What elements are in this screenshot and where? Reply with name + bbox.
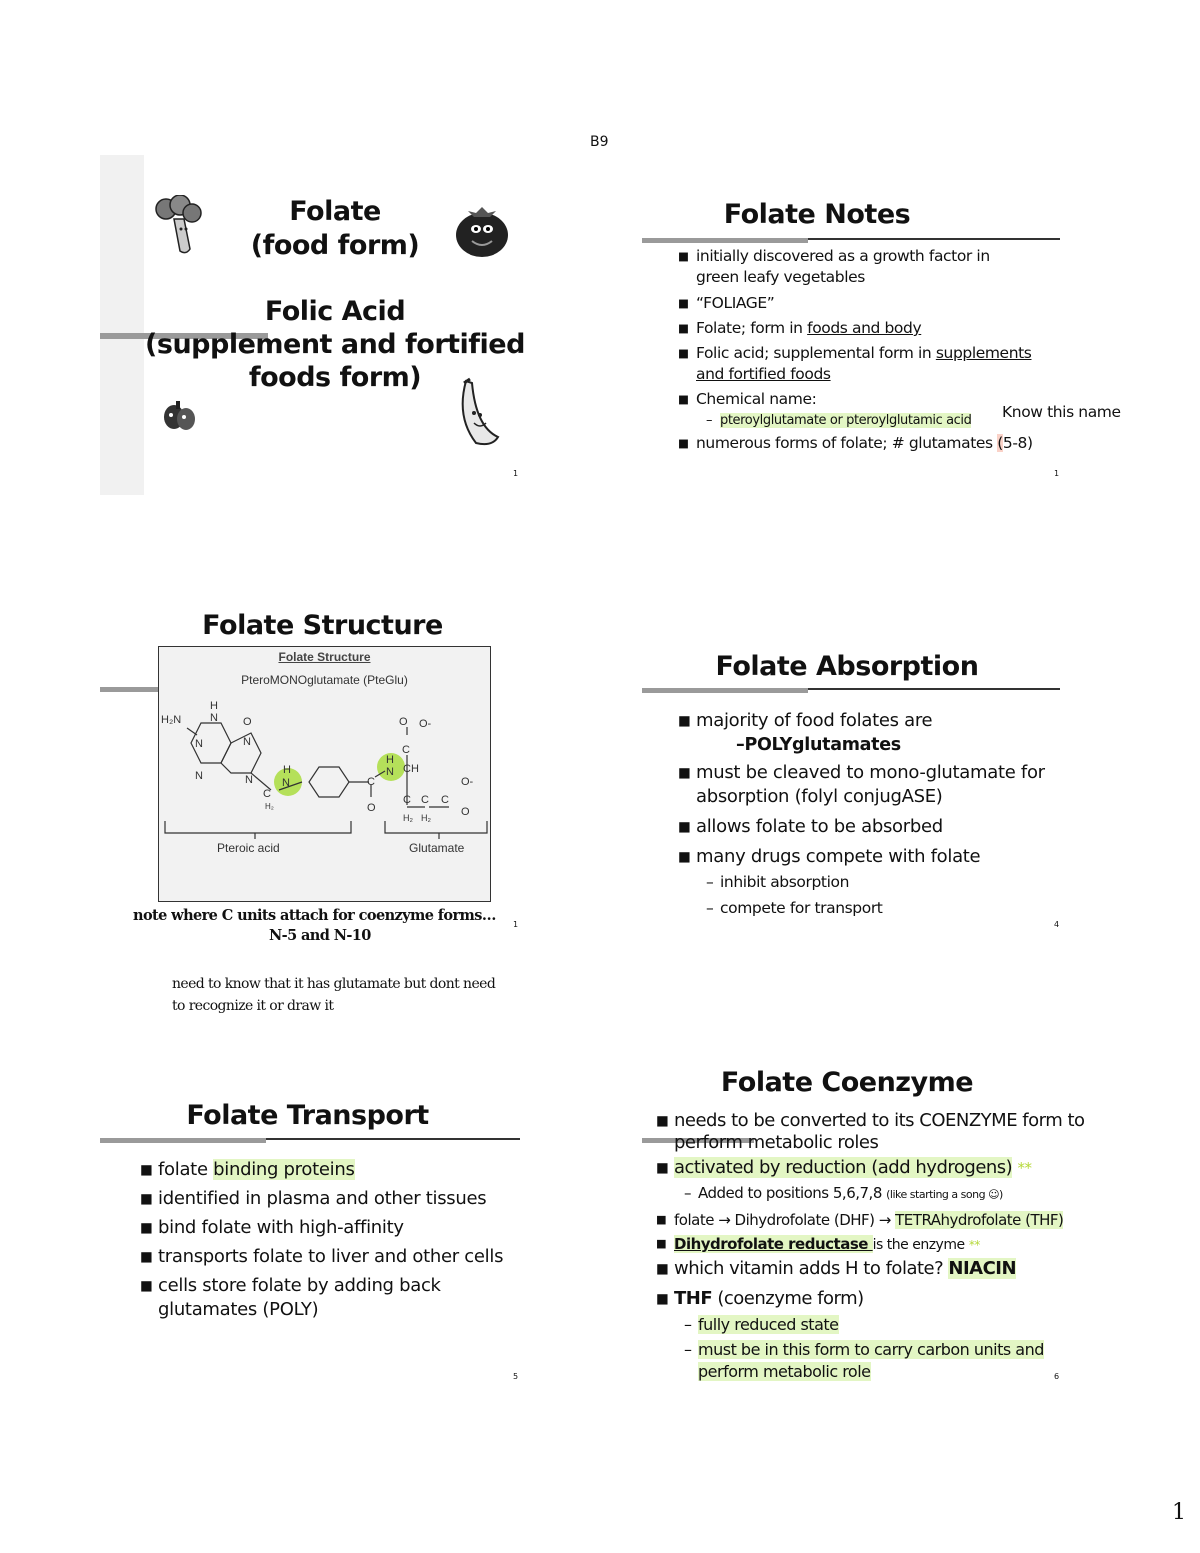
item-text: Folate; form in xyxy=(696,319,808,337)
item-text: numerous forms of folate; # glutamates xyxy=(696,434,998,452)
item-text: ■ many drugs compete with folate xyxy=(696,846,981,867)
absorption-list xyxy=(678,709,1098,921)
sub-list xyxy=(674,1180,1096,1208)
slide-title: Folate Absorption xyxy=(715,651,979,682)
svg-text:H₂: H₂ xyxy=(265,802,274,811)
slide-folate-absorption xyxy=(642,606,1082,946)
list-item xyxy=(656,1208,1096,1232)
list-item xyxy=(140,1274,540,1322)
small-text: (like starting a song ☺) xyxy=(886,1188,1003,1201)
svg-text:H₂: H₂ xyxy=(403,813,413,823)
slide-number: 1 xyxy=(513,469,519,478)
folate-molecule-diagram xyxy=(159,695,490,855)
list-item xyxy=(140,1158,540,1182)
slide-number: 5 xyxy=(513,1372,519,1381)
item-text: which vitamin adds H to folate? xyxy=(674,1258,949,1279)
list-item: ■ “FOLIAGE” xyxy=(678,293,1118,314)
slide-title: Folate Structure xyxy=(202,610,443,641)
sub-item xyxy=(684,1339,1096,1383)
label-glutamate: Glutamate xyxy=(409,841,465,855)
svg-text:O: O xyxy=(461,806,470,818)
handwritten-note xyxy=(172,973,532,1017)
svg-text:N: N xyxy=(195,770,203,782)
svg-text:O-: O- xyxy=(461,776,474,788)
svg-text:N: N xyxy=(195,738,203,750)
transport-list xyxy=(140,1158,540,1322)
list-item xyxy=(678,246,1118,288)
item-text: (coenzyme form) xyxy=(712,1288,864,1309)
svg-text:H₂N: H₂N xyxy=(161,714,182,726)
item-text: ■ majority of food folates are xyxy=(696,710,933,731)
list-item xyxy=(656,1287,1096,1383)
svg-text:C: C xyxy=(441,794,449,806)
page-header: B9 xyxy=(590,134,609,150)
item-text: folate xyxy=(158,1159,214,1180)
list-item xyxy=(678,343,1118,385)
highlighted-text: pteroylglutamate or pteroylglutamic acid xyxy=(720,413,972,428)
slide-folate-transport xyxy=(100,1058,540,1398)
sub-list xyxy=(674,1314,1096,1383)
svg-text:N: N xyxy=(243,736,251,748)
highlighted-text: ( xyxy=(997,434,1003,452)
list-item xyxy=(678,761,1098,809)
item-text: ■ Chemical name: xyxy=(696,390,817,408)
dash: – xyxy=(736,735,745,755)
list-item xyxy=(656,1156,1096,1208)
svg-text:O: O xyxy=(399,716,408,728)
item-text: ■ cells store folate by adding back xyxy=(158,1275,441,1296)
slide-number: 4 xyxy=(1054,920,1060,929)
item-text: green leafy vegetables xyxy=(696,268,865,286)
peppers-icon xyxy=(162,397,198,433)
figure-title: Folate Structure xyxy=(278,650,371,664)
highlighted-text: perform metabolic role xyxy=(698,1362,871,1381)
note-line: N-5 and N-10 xyxy=(269,927,371,944)
item-text: perform metabolic roles xyxy=(674,1132,879,1153)
slide-accent-rule xyxy=(100,1138,266,1143)
sub-item xyxy=(684,1314,1096,1336)
slide-folate-intro xyxy=(100,155,525,495)
svg-text:H₂: H₂ xyxy=(421,813,431,823)
slide-title: Folate Notes xyxy=(723,199,911,230)
note-line: to recognize it or draw it xyxy=(172,998,334,1014)
svg-text:O: O xyxy=(367,802,376,814)
list-item xyxy=(678,845,1098,921)
sub-item: – compete for transport xyxy=(706,895,1098,921)
item-text: Folic acid; supplemental form in xyxy=(696,344,936,362)
list-item xyxy=(656,1110,1096,1154)
slide-number: 1 xyxy=(513,920,519,929)
svg-text:C: C xyxy=(421,794,429,806)
svg-text:H: H xyxy=(210,700,218,712)
slide-number: 6 xyxy=(1054,1372,1060,1381)
item-text: ■ must be cleaved to mono-glutamate for xyxy=(696,762,1045,783)
sub-item xyxy=(684,1180,1096,1208)
list-item xyxy=(656,1257,1096,1281)
svg-text:N: N xyxy=(282,777,290,789)
slide-title: Folate Transport xyxy=(186,1100,429,1131)
note-line: need to know that it has glutamate but dont need xyxy=(172,976,496,992)
svg-text:C: C xyxy=(367,776,375,788)
coenzyme-list xyxy=(656,1110,1096,1383)
list-item xyxy=(678,433,1118,454)
item-text: glutamates (POLY) xyxy=(158,1299,319,1320)
sub-item: – inhibit absorption xyxy=(706,869,1098,895)
item-text: THF xyxy=(674,1288,713,1309)
underlined-text: foods and body xyxy=(807,319,922,337)
slide-folate-structure xyxy=(100,606,540,1026)
item-text: ■ needs to be converted to its COENZYME form to xyxy=(674,1110,1085,1131)
svg-text:H: H xyxy=(283,764,291,776)
figure-subtitle: PteroMONOglutamate (PteGlu) xyxy=(241,673,408,687)
svg-text:N: N xyxy=(210,712,218,724)
highlighted-text: fully reduced state xyxy=(698,1315,839,1334)
list-item: ■ identified in plasma and other tissues xyxy=(140,1187,540,1211)
item-text: folate → Dihydrofolate (DHF) → xyxy=(674,1211,896,1229)
svg-text:N: N xyxy=(386,766,394,778)
list-item xyxy=(656,1232,1096,1257)
svg-text:N: N xyxy=(245,774,253,786)
highlighted-text: must be in this form to carry carbon units and xyxy=(698,1340,1044,1359)
svg-text:O-: O- xyxy=(419,718,432,730)
structure-figure xyxy=(158,646,491,902)
sub-list xyxy=(696,869,1098,921)
svg-text:C: C xyxy=(402,744,410,756)
list-item: ■ bind folate with high-affinity xyxy=(140,1216,540,1240)
svg-text:H: H xyxy=(386,754,394,766)
page-number: 1 xyxy=(1172,1500,1186,1525)
structure-note xyxy=(120,906,540,946)
sub-item xyxy=(696,733,1098,757)
highlighted-text: NIACIN xyxy=(948,1258,1017,1279)
highlighted-text: TETRAhydrofolate (THF) xyxy=(895,1211,1064,1229)
svg-text:C: C xyxy=(403,794,411,806)
subtitle-line: (supplement and fortified xyxy=(145,329,525,360)
highlighted-text: activated by reduction (add hydrogens) xyxy=(674,1157,1013,1178)
slide-folate-coenzyme xyxy=(642,1058,1102,1398)
slide-title xyxy=(160,195,510,263)
list-item: ■ transports folate to liver and other cells xyxy=(140,1245,540,1269)
underlined-text: supplements xyxy=(935,344,1032,362)
slide-subtitle xyxy=(130,295,540,394)
item-text: 5-8) xyxy=(1002,434,1033,452)
slide-accent-rule xyxy=(642,238,808,243)
list-item: ■ allows folate to be absorbed xyxy=(678,815,1098,839)
title-line: Folate xyxy=(289,196,381,227)
subtitle-line: Folic Acid xyxy=(264,296,406,327)
list-item xyxy=(678,709,1098,757)
item-text: Added to positions 5,6,7,8 xyxy=(698,1184,887,1202)
item-text: absorption (folyl conjugASE) xyxy=(696,786,943,807)
item-text: POLYglutamates xyxy=(744,735,901,755)
item-text: ■ initially discovered as a growth factor in xyxy=(696,247,990,265)
slide-accent-rule xyxy=(100,687,160,692)
asterisk-mark: ** xyxy=(1017,1159,1032,1177)
svg-text:C: C xyxy=(263,788,271,800)
slide-number: 1 xyxy=(1054,469,1060,478)
subtitle-line: foods form) xyxy=(248,362,422,393)
slide-accent-rule xyxy=(642,688,808,693)
svg-text:O: O xyxy=(243,716,252,728)
svg-text:CH: CH xyxy=(403,763,419,775)
notes-list xyxy=(678,246,1118,454)
list-item xyxy=(678,318,1118,339)
slide-title: Folate Coenzyme xyxy=(720,1067,974,1098)
label-pteroic-acid: Pteroic acid xyxy=(217,841,280,855)
note-line: note where C units attach for coenzyme forms… xyxy=(133,907,496,924)
title-line: (food form) xyxy=(250,230,420,261)
underlined-text: and fortified foods xyxy=(696,365,831,383)
asterisk-mark: ** xyxy=(968,1238,980,1252)
item-text: is the enzyme xyxy=(872,1237,965,1253)
highlighted-text: binding proteins xyxy=(213,1159,355,1180)
highlighted-text: Dihydrofolate reductase xyxy=(674,1235,873,1253)
slide-folate-notes xyxy=(642,155,1142,495)
margin-note: Know this name xyxy=(1002,403,1121,421)
